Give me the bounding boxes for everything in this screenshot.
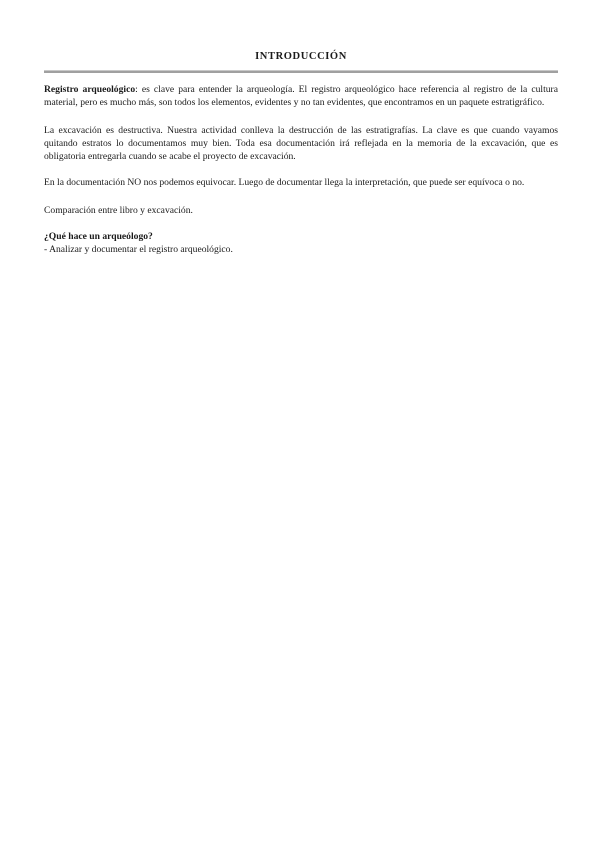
paragraph-documentacion: En la documentación NO nos podemos equivocar. Luego de documentar llega la interpretación, que puede ser equívoca o no. bbox=[44, 177, 525, 189]
page-title: INTRODUCCIÓN bbox=[255, 51, 347, 62]
paragraph-registro bbox=[44, 83, 558, 110]
paragraph-excavacion: La excavación es destructiva. Nuestra actividad conlleva la destrucción de las estratigrafías. La clave es que cuando vayamos quitando estratos lo documentamos muy bien. Toda esa documentación irá reflejada en la memoria de la excavación, que es obligatoria entregarla cuando se acabe el proyecto de excavación. bbox=[44, 124, 558, 163]
paragraph-registro-text: : es clave para entender la arqueología. El registro arqueológico hace referencia al registro de la cultura material, pero es mucho más, son todos los elementos, evidentes y no tan evidentes, que encontramos en un paquete estratigráfico. bbox=[44, 84, 558, 109]
list-item: - Analizar y documentar el registro arqueológico. bbox=[44, 244, 233, 256]
question-heading: ¿Qué hace un arqueólogo? bbox=[44, 231, 153, 243]
document-page bbox=[44, 0, 558, 257]
paragraph-comparacion: Comparación entre libro y excavación. bbox=[44, 204, 193, 216]
title-divider bbox=[44, 70, 558, 73]
term-registro-arqueologico: Registro arqueológico bbox=[44, 84, 136, 95]
